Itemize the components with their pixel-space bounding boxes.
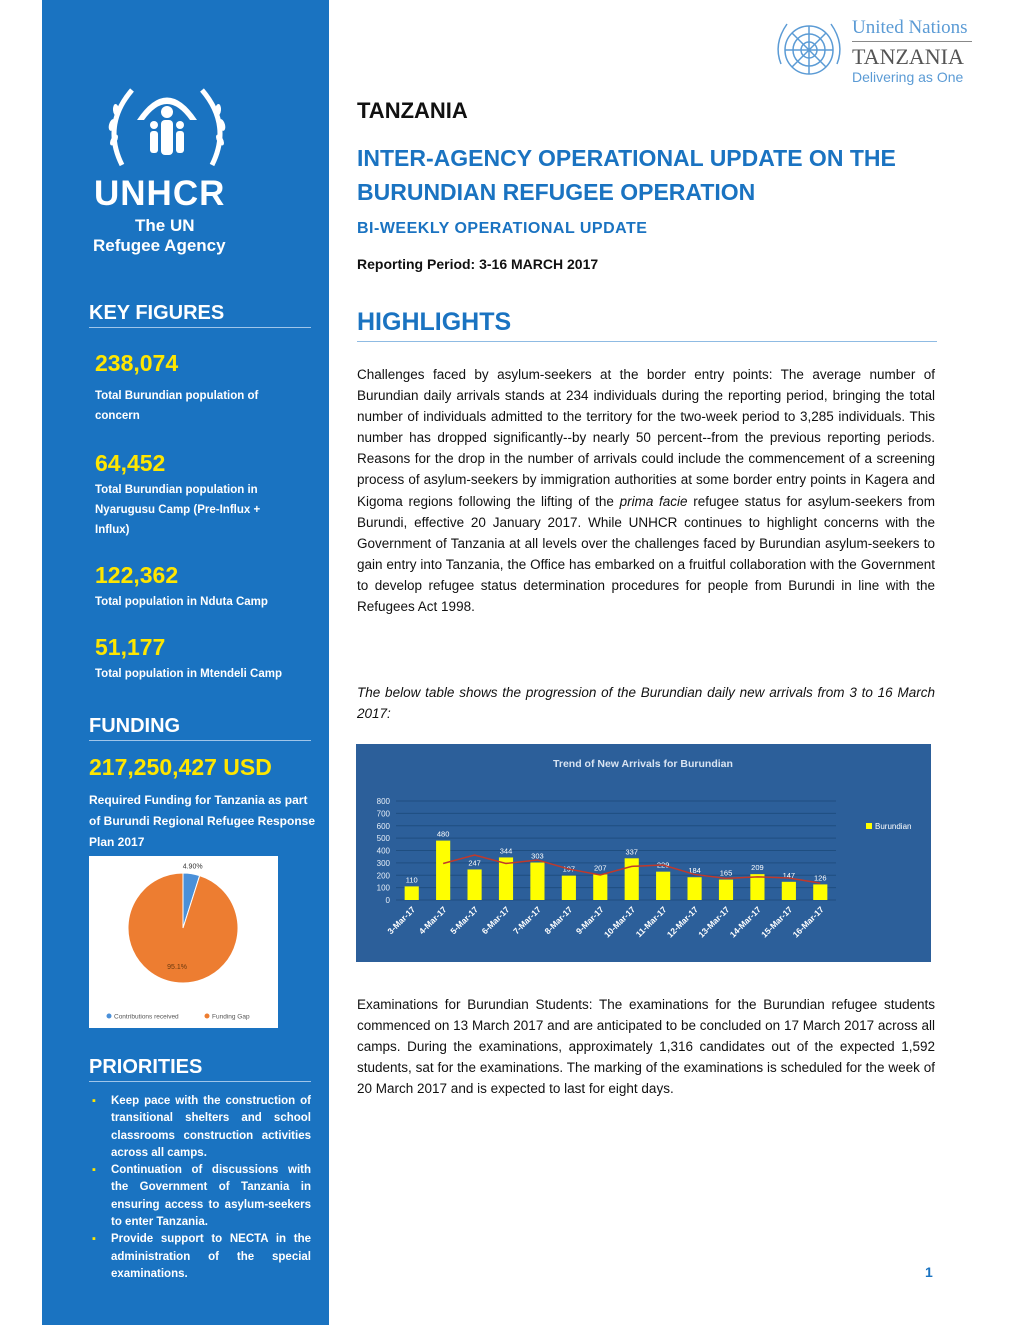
y-tick-label: 300 <box>376 858 390 868</box>
page-subtitle: BI-WEEKLY OPERATIONAL UPDATE <box>357 220 648 237</box>
bar <box>405 886 419 900</box>
data-label: 147 <box>782 870 796 880</box>
bar <box>468 869 482 900</box>
unhcr-emblem <box>92 70 242 175</box>
bar <box>436 841 450 900</box>
funding-pie-chart <box>89 856 278 1028</box>
unhcr-tagline <box>93 216 226 256</box>
pie-legend-swatch <box>107 1014 112 1019</box>
data-label: 229 <box>656 860 670 870</box>
key-figure-value: 122,362 <box>95 562 179 588</box>
key-figure-value: 64,452 <box>95 450 166 476</box>
funding-amount: 217,250,427 USD <box>89 754 272 780</box>
para1-part-a: Challenges faced by asylum-seekers at the border entry points: The average number of Burundian daily arrivals stands at 234 individuals during the reporting period, bringing the total number of individuals admitted to the territory for the two-week period to 3,285 individuals. This number has dropped significantly--by nearly 50 percent--from the previous reporting periods. Reasons for the drop in the number of arrivals could include the commencement of a screening process of asylum-seekers by immigration authorities at some border entry points in Kagera and Kigoma regions following the lifting of the <box>357 367 935 509</box>
un-logo-line2: TANZANIA <box>852 44 964 69</box>
data-label: 184 <box>688 866 701 876</box>
para1-part-b: refugee status for asylum-seekers from Burundi, effective 20 January 2017. While UNHCR continues to highlight concerns with the Government of Tanzania at all levels over the challenges faced by Burundian asylum-seekers to gain entry into Tanzania, the Office has embarked on a fruitful collaboration with the Government to develop refugee status determination procedures for people from Burundi in line with the Refugees Act 1998. <box>357 493 935 615</box>
funding-label: Required Funding for Tanzania as part of Burundi Regional Refugee Response Plan 2017 <box>89 793 316 849</box>
data-label: 247 <box>468 858 481 868</box>
table-intro: The below table shows the progression of the Burundian daily new arrivals from 3 to 16 March 2017: <box>357 685 935 722</box>
un-emblem-icon <box>769 14 849 86</box>
data-label: 337 <box>625 847 638 857</box>
x-tick-label: 7-Mar-17 <box>511 904 543 937</box>
bar <box>625 858 639 900</box>
x-tick-label: 8-Mar-17 <box>542 904 575 937</box>
x-tick-label: 16-Mar-17 <box>790 904 826 940</box>
key-figure-value: 238,074 <box>95 350 179 376</box>
y-tick-label: 600 <box>376 821 390 831</box>
priorities-heading: PRIORITIES <box>89 1056 311 1082</box>
key-figures-heading: KEY FIGURES <box>89 302 311 328</box>
data-label: 197 <box>562 864 576 874</box>
data-label: 165 <box>719 868 733 878</box>
pie-legend-swatch <box>205 1014 210 1019</box>
page-title: INTER-AGENCY OPERATIONAL UPDATE ON THE BURUNDIAN REFUGEE OPERATION <box>357 145 896 205</box>
key-figure-label: Total population in Nduta Camp <box>95 596 268 608</box>
y-tick-label: 700 <box>376 809 390 819</box>
bar-chart-svg <box>356 744 931 962</box>
highlights-heading: HIGHLIGHTS <box>357 308 937 342</box>
x-tick-label: 6-Mar-17 <box>479 904 512 937</box>
chart-title: Trend of New Arrivals for Burundian <box>553 758 733 770</box>
reporting-period: Reporting Period: 3-16 MARCH 2017 <box>357 256 599 272</box>
tagline-line2: Refugee Agency <box>93 236 226 255</box>
legend-label: Burundian <box>875 822 912 831</box>
bar <box>719 880 733 900</box>
unhcr-wordmark: UNHCR <box>94 174 226 213</box>
y-tick-label: 200 <box>376 871 390 881</box>
x-tick-label: 9-Mar-17 <box>573 904 606 937</box>
legend-swatch <box>866 823 872 829</box>
x-tick-label: 14-Mar-17 <box>727 904 763 940</box>
data-label: 110 <box>405 875 418 885</box>
para1-italic: prima facie <box>619 493 688 509</box>
bar <box>813 884 827 900</box>
arrivals-chart <box>356 744 931 962</box>
priority-item: ▪ Continuation of discussions with the Government of Tanzania in ensuring access to asylum-seekers to enter Tanzania. <box>89 1162 311 1231</box>
funding-heading: FUNDING <box>89 715 311 741</box>
un-logo-line1: United Nations <box>852 17 968 38</box>
x-tick-label: 15-Mar-17 <box>759 904 795 940</box>
bar <box>593 874 607 900</box>
priority-item: ▪ Provide support to NECTA in the administration of the special examinations. <box>89 1231 311 1283</box>
priority-item: ▪ Keep pace with the construction of transitional shelters and school classrooms construction activities across all camps. <box>89 1093 311 1162</box>
y-tick-label: 100 <box>376 883 390 893</box>
y-tick-label: 500 <box>376 834 390 844</box>
bar <box>656 872 670 900</box>
un-logo-line3: Delivering as One <box>852 69 964 85</box>
data-label: 207 <box>594 863 607 873</box>
data-label: 303 <box>531 851 544 861</box>
bar <box>750 874 764 900</box>
x-tick-label: 12-Mar-17 <box>664 904 700 940</box>
key-figure-value: 51,177 <box>95 634 166 660</box>
x-tick-label: 11-Mar-17 <box>633 904 669 940</box>
data-label: 344 <box>499 846 513 856</box>
key-figure-label: Total Burundian population in Nyarugusu Camp (Pre-Influx + Influx) <box>95 484 261 536</box>
data-label: 126 <box>814 873 827 883</box>
unhcr-emblem-icon <box>92 70 242 170</box>
highlights-paragraph-1 <box>357 364 935 617</box>
tagline-line1: The UN <box>135 216 195 235</box>
pie-legend-label: Contributions received <box>114 1013 179 1021</box>
pie-data-label: 95.1% <box>167 964 188 972</box>
pie-legend-label: Funding Gap <box>212 1013 250 1021</box>
x-tick-label: 13-Mar-17 <box>696 904 732 940</box>
key-figure-label: Total Burundian population of concern <box>95 390 259 422</box>
bar <box>688 877 702 900</box>
highlights-paragraph-2: Examinations for Burundian Students: The examinations for the Burundian refugee students commenced on 13 March 2017 and are anticipated to be concluded on 17 March 2017 across all camps. During the examinations, approximately 1,316 candidates out of the expected 1,592 students, sat for the examinations. The marking of the examinations is scheduled for the week of 20 March 2017 and is expected to last for eight days. <box>357 997 935 1097</box>
x-tick-label: 10-Mar-17 <box>601 904 638 940</box>
bar <box>562 876 576 900</box>
un-logo-divider <box>852 41 972 42</box>
y-tick-label: 0 <box>385 896 390 905</box>
page-number: 1 <box>925 1264 933 1280</box>
y-tick-label: 800 <box>376 797 390 806</box>
bar <box>782 882 796 900</box>
x-tick-label: 3-Mar-17 <box>385 904 418 937</box>
priorities-list <box>89 1093 311 1283</box>
x-tick-label: 5-Mar-17 <box>448 904 480 937</box>
x-tick-label: 4-Mar-17 <box>416 904 449 937</box>
un-tanzania-logo <box>769 14 979 86</box>
country-heading: TANZANIA <box>357 98 468 123</box>
bar <box>530 863 544 900</box>
pie-data-label: 4.90% <box>182 863 203 871</box>
data-label: 480 <box>436 829 450 839</box>
key-figure-label: Total population in Mtendeli Camp <box>95 668 282 680</box>
pie-svg <box>89 856 278 1028</box>
sidebar <box>42 0 329 1325</box>
y-tick-label: 400 <box>376 846 390 856</box>
data-label: 209 <box>751 863 764 873</box>
